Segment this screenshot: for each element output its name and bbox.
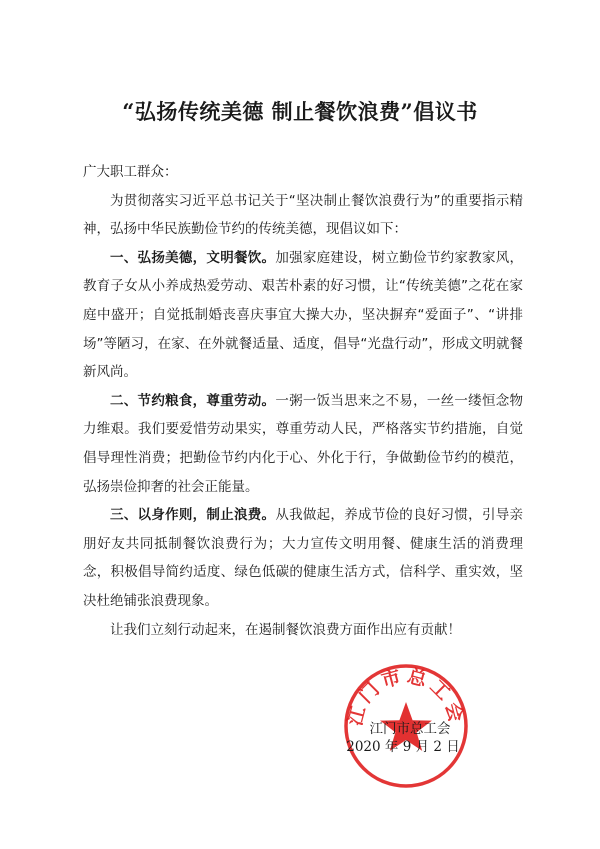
seal-text: 江门市总工会: [344, 664, 468, 729]
section-3-text: 从我做起，养成节俭的良好习惯，引导亲朋好友共同抵制餐饮浪费行为；大力宣传文明用餐、健康生活的消费理念，积极倡导简约适度、绿色低碳的健康生活方式，信科学、重实效，坚决杜绝铺张浪费现象。: [83, 507, 524, 609]
section-3: [83, 501, 523, 615]
section-2-heading: 二、节约粮食，尊重劳动。: [110, 392, 276, 409]
section-1-heading: 一、弘扬美德，文明餐饮。: [110, 249, 276, 266]
date: 2020 年 9 月 2 日: [346, 739, 460, 755]
document-title: “弘扬传统美德 制止餐饮浪费”倡议书: [122, 99, 478, 124]
section-2-text: 一粥一饭当思来之不易，一丝一缕恒念物力维艰。我们要爱惜劳动果实，尊重劳动人民，严格落实节约措施，自觉倡导理性消费；把勤俭节约内化于心、外化于行，争做勤俭节约的模范，弘扬崇俭抑奢的社会正能量。: [83, 392, 524, 495]
section-1: [83, 244, 523, 387]
signature: 江门市总工会: [369, 721, 451, 737]
section-2: [83, 387, 523, 501]
document-body: [83, 158, 523, 644]
section-3-heading: 三、以身作则，制止浪费。: [110, 507, 276, 524]
section-1-text: 加强家庭建设，树立勤俭节约家教家风，教育子女从小养成热爱劳动、艰苦朴素的好习惯，让“传统美德”之花在家庭中盛开；自觉抵制婚丧喜庆事宜大操大办，坚决摒弃“爱面子”、“讲排场”等陋习，在家、在外就餐适量、适度，倡导“光盘行动”，形成文明就餐新风尚。: [83, 249, 524, 381]
salutation: 广大职工群众：: [83, 164, 178, 180]
closing-paragraph: 让我们立刻行动起来，在遏制餐饮浪费方面作出应有贡献！: [110, 621, 461, 638]
intro-paragraph: 为贯彻落实习近平总书记关于“坚决制止餐饮浪费行为”的重要指示精神，弘扬中华民族勤俭节约的传统美德，现倡议如下：: [83, 192, 523, 238]
